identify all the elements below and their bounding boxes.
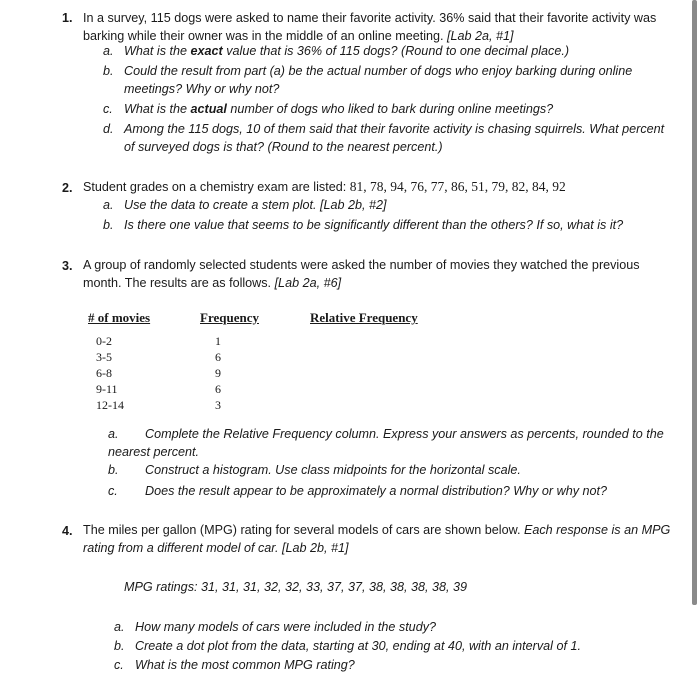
q1-part-c-pre: What is the [124, 102, 191, 116]
table-header-frequency: Frequency [200, 310, 259, 325]
question-3-text [83, 256, 640, 292]
scrollbar[interactable] [692, 0, 697, 605]
question-3-ref: [Lab 2a, #6] [274, 276, 342, 290]
question-4-line1b: Each response is an MPG [523, 523, 671, 537]
table-row-range: 0-2 [96, 334, 112, 348]
q1-part-c [124, 100, 553, 118]
q1-part-b [124, 62, 632, 98]
q3-part-b-label: b. [108, 463, 119, 477]
q4-part-a: How many models of cars were included in the study? [135, 620, 436, 634]
question-3-line1: A group of randomly selected students were asked the number of movies they watched the previous [83, 258, 640, 272]
table-row-frequency: 9 [215, 366, 221, 380]
table-row-range: 6-8 [96, 366, 112, 380]
question-1-number: 1. [62, 11, 73, 25]
q1-part-a-pre: What is the [124, 44, 191, 58]
question-3-number: 3. [62, 259, 73, 273]
question-2-text [83, 178, 566, 196]
q1-part-a-post: value that is 36% of 115 dogs? (Round to one decimal place.) [222, 44, 570, 58]
table-row-frequency: 6 [215, 382, 221, 396]
q3-part-c-label: c. [108, 484, 118, 498]
table-header-relative-frequency: Relative Frequency [310, 310, 418, 325]
q1-part-b-label: b. [103, 64, 114, 78]
question-4-text [83, 521, 670, 557]
question-1-line2: barking while their owner was in the middle of an online meeting. [83, 29, 444, 43]
q1-part-d-line2: of surveyed dogs is that? (Round to the nearest percent.) [124, 140, 443, 154]
q2-part-a-label: a. [103, 198, 114, 212]
q1-part-c-label: c. [103, 102, 113, 116]
question-2-lead: Student grades on a chemistry exam are listed: [83, 180, 350, 194]
q1-part-a [124, 42, 569, 60]
q1-part-d-line1: Among the 115 dogs, 10 of them said that their favorite activity is chasing squirrels. What percent [124, 122, 665, 136]
q3-part-b: Construct a histogram. Use class midpoints for the horizontal scale. [145, 463, 521, 477]
mpg-ratings: MPG ratings: 31, 31, 31, 32, 32, 33, 37, 37, 38, 38, 38, 38, 39 [124, 580, 468, 594]
table-row-range: 12-14 [96, 398, 124, 412]
q3-part-c: Does the result appear to be approximately a normal distribution? Why or why not? [145, 484, 608, 498]
question-3-line2: month. The results are as follows. [83, 276, 272, 290]
question-1-ref: [Lab 2a, #1] [447, 29, 514, 43]
q4-part-a-label: a. [114, 620, 125, 634]
table-row-frequency: 6 [215, 350, 221, 364]
q4-part-c-label: c. [114, 658, 124, 672]
q1-part-b-line2: meetings? Why or why not? [124, 82, 280, 96]
q1-part-a-bold: exact [190, 44, 223, 58]
q2-part-b: Is there one value that seems to be significantly different than the others? If so, what is it? [124, 218, 624, 232]
q1-part-a-label: a. [103, 44, 114, 58]
q3-part-a-line1: Complete the Relative Frequency column. Express your answers as percents, rounded to the [145, 427, 664, 441]
table-header-movies: # of movies [88, 310, 151, 325]
q3-part-a-label: a. [108, 427, 119, 441]
table-row-range: 3-5 [96, 350, 112, 364]
question-4-number: 4. [62, 524, 73, 538]
q1-part-d-label: d. [103, 122, 114, 136]
q3-part-a-line2: nearest percent. [108, 445, 200, 459]
question-4-line1a: The miles per gallon (MPG) rating for several models of cars are shown below. [83, 523, 524, 537]
q1-part-c-bold: actual [190, 102, 227, 116]
table-row-range: 9-11 [96, 382, 118, 396]
q2-part-a: Use the data to create a stem plot. [Lab 2b, #2] [124, 198, 387, 212]
table-row-frequency: 3 [215, 398, 221, 412]
q1-part-d [124, 120, 664, 156]
question-4-line2: rating from a different model of car. [Lab 2b, #1] [83, 541, 349, 555]
question-1-line1: In a survey, 115 dogs were asked to name their favorite activity. 36% said that their favorite activity was [83, 11, 657, 25]
q1-part-c-post: number of dogs who liked to bark during online meetings? [226, 102, 554, 116]
question-2-number: 2. [62, 181, 73, 195]
q4-part-c: What is the most common MPG rating? [135, 658, 355, 672]
q4-part-b: Create a dot plot from the data, starting at 30, ending at 40, with an interval of 1. [135, 639, 581, 653]
question-2-grades: 81, 78, 94, 76, 77, 86, 51, 79, 82, 84, 92 [349, 179, 566, 194]
question-1-text [83, 9, 656, 45]
q4-part-b-label: b. [114, 639, 125, 653]
q2-part-b-label: b. [103, 218, 114, 232]
q1-part-b-line1: Could the result from part (a) be the actual number of dogs who enjoy barking during online [124, 64, 633, 78]
table-row-frequency: 1 [215, 334, 221, 348]
